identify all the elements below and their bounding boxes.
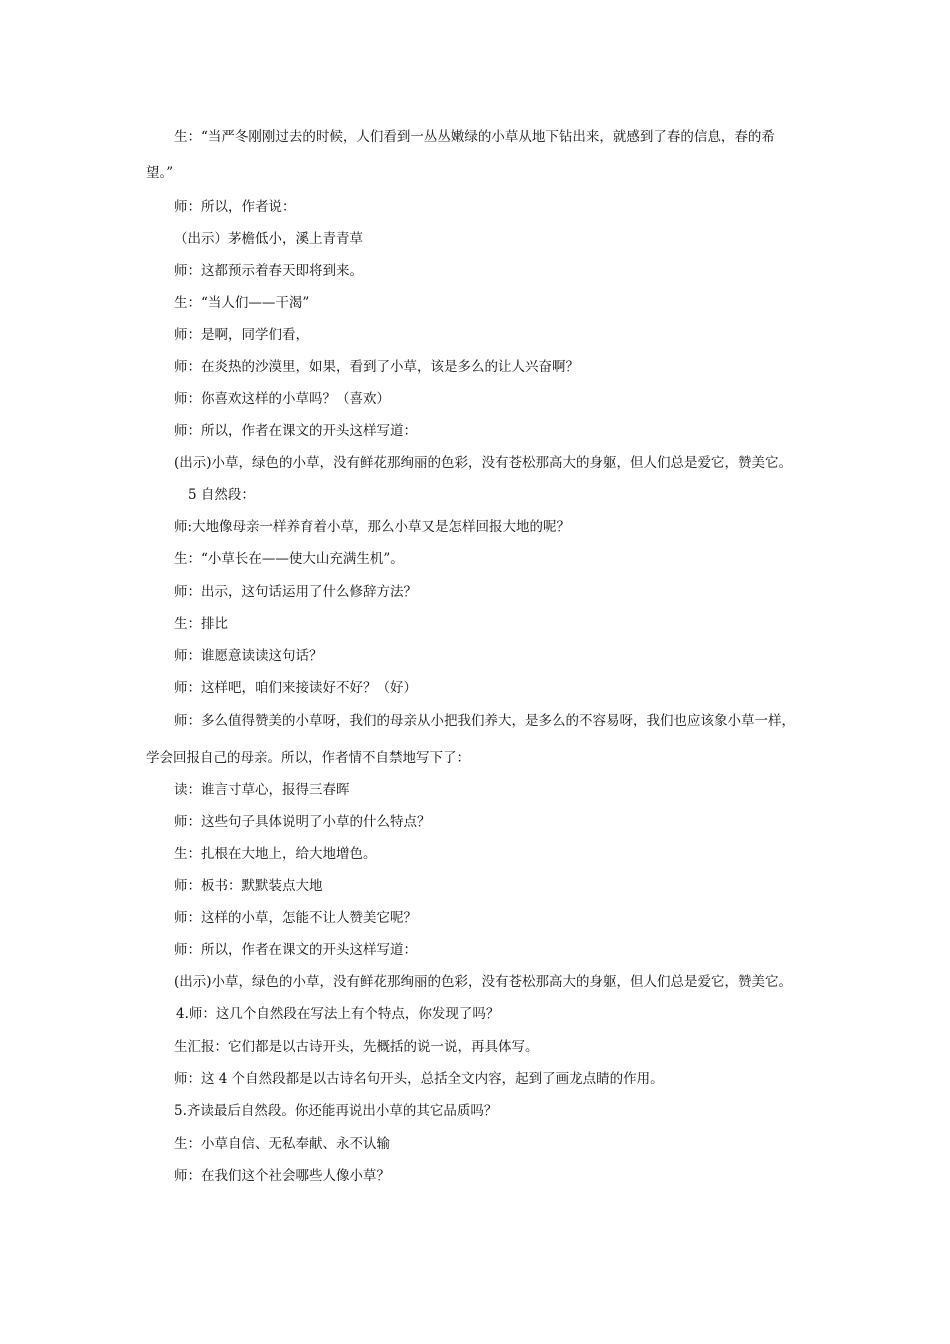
paragraph-line: 师：在炎热的沙漠里，如果，看到了小草，该是多么的让人兴奋啊？ — [174, 359, 579, 375]
paragraph-line: 生：“当严冬刚刚过去的时候，人们看到一丛丛嫩绿的小草从地下钻出来，就感到了春的信息，春的希 — [174, 129, 775, 145]
paragraph-line: 师：这 4 个自然段都是以古诗名句开头，总括全文内容，起到了画龙点睛的作用。 — [174, 1071, 664, 1087]
paragraph-line: 生：小草自信、无私奉献、永不认输 — [174, 1136, 390, 1152]
paragraph-line: 学会回报自己的母亲。所以，作者情不自禁地写下了： — [146, 750, 470, 766]
paragraph-line: 师：这都预示着春天即将到来。 — [174, 263, 363, 279]
paragraph-line: 师：你喜欢这样的小草吗？（喜欢） — [174, 391, 390, 407]
paragraph-line: 师：这些句子具体说明了小草的什么特点？ — [174, 814, 431, 830]
paragraph-line: (出示)小草，绿色的小草，没有鲜花那绚丽的色彩，没有苍松那高大的身躯，但人们总是爱它，赞美它。 — [174, 974, 793, 990]
paragraph-line: （出示）茅檐低小，溪上青青草 — [174, 231, 363, 247]
paragraph-line: 望。” — [146, 165, 174, 181]
paragraph-line: 师：这样吧，咱们来接读好不好？（好） — [174, 680, 417, 696]
paragraph-line: 4.师：这几个自然段在写法上有个特点，你发现了吗？ — [176, 1006, 500, 1022]
paragraph-line: 师：谁愿意读读这句话？ — [174, 648, 323, 664]
paragraph-line: 生：排比 — [174, 616, 228, 632]
paragraph-line: 读：谁言寸草心，报得三春晖 — [174, 782, 350, 798]
paragraph-line: 师:大地像母亲一样养育着小草，那么小草又是怎样回报大地的呢？ — [174, 519, 571, 535]
paragraph-line: 师：这样的小草，怎能不让人赞美它呢？ — [174, 910, 417, 926]
paragraph-line: 生：“小草长在——使大山充满生机”。 — [174, 551, 404, 567]
paragraph-line: 师：多么值得赞美的小草呀，我们的母亲从小把我们养大，是多么的不容易呀，我们也应该象小草一样， — [174, 713, 795, 729]
paragraph-line: 生：“当人们——干渴” — [174, 295, 310, 311]
paragraph-line: 生：扎根在大地上，给大地增色。 — [174, 846, 377, 862]
paragraph-line: 师：板书：默默装点大地 — [174, 878, 323, 894]
paragraph-line: (出示)小草，绿色的小草，没有鲜花那绚丽的色彩，没有苍松那高大的身躯，但人们总是爱它，赞美它。 — [174, 455, 793, 471]
section-heading: 5 自然段： — [188, 487, 255, 503]
paragraph-line: 师：所以，作者说： — [174, 199, 296, 215]
paragraph-line: 5.齐读最后自然段。你还能再说出小草的其它品质吗？ — [174, 1103, 498, 1119]
paragraph-line: 师：所以，作者在课文的开头这样写道： — [174, 423, 417, 439]
paragraph-line: 师：所以，作者在课文的开头这样写道： — [174, 942, 417, 958]
paragraph-line: 师：在我们这个社会哪些人像小草？ — [174, 1168, 390, 1184]
paragraph-line: 师：是啊，同学们看， — [174, 327, 309, 343]
paragraph-line: 生汇报：它们都是以古诗开头，先概括的说一说，再具体写。 — [174, 1039, 539, 1055]
paragraph-line: 师：出示，这句话运用了什么修辞方法？ — [174, 584, 417, 600]
